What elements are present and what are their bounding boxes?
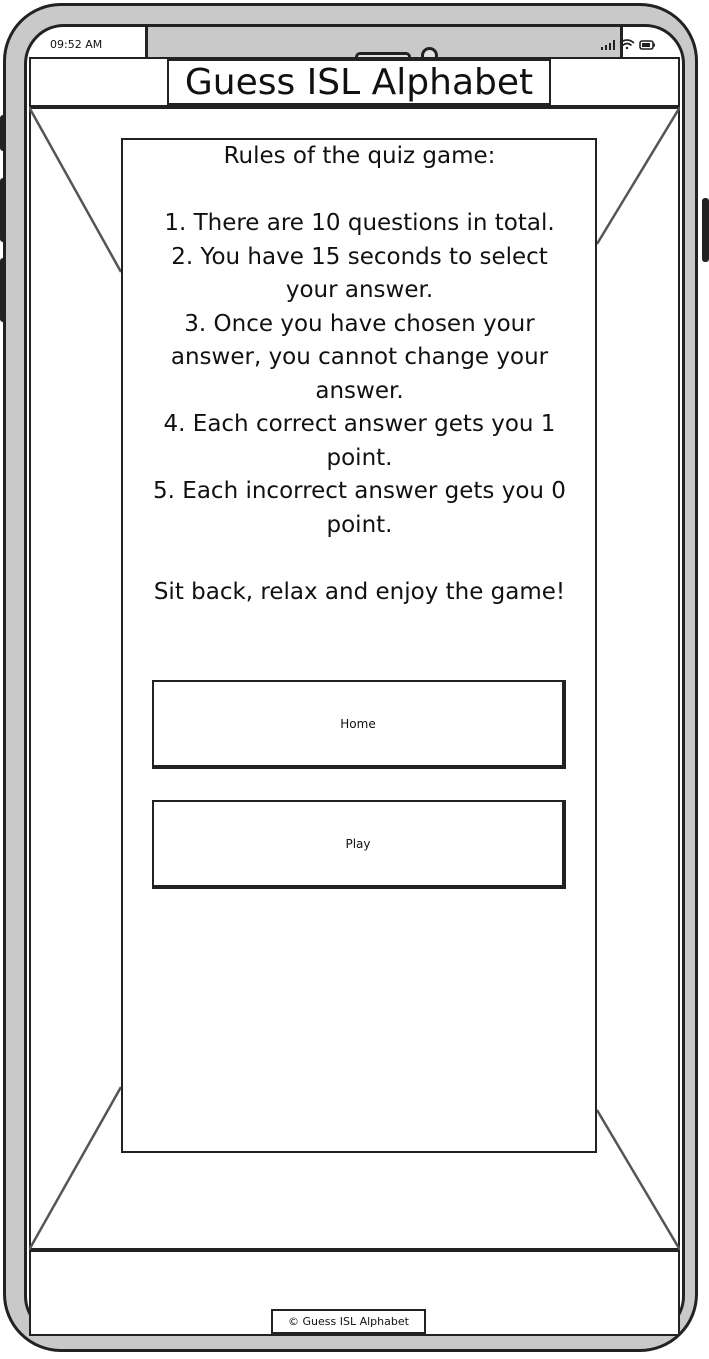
home-button[interactable]: [152, 680, 566, 769]
status-icons: [600, 36, 660, 52]
rule-line: 3. Once you have chosen your: [184, 310, 535, 337]
footer-copyright: © Guess ISL Alphabet: [271, 1309, 426, 1334]
home-button-label: Home: [340, 716, 376, 731]
rules-heading: Rules of the quiz game:: [223, 143, 496, 169]
page-title: Guess ISL Alphabet: [167, 59, 551, 105]
battery-icon: [640, 41, 655, 49]
rules-closing: Sit back, relax and enjoy the game!: [153, 578, 566, 605]
rules-content: [124, 140, 595, 609]
rule-line: answer.: [315, 377, 404, 404]
status-time: 09:52 AM: [50, 38, 103, 51]
rule-line: your answer.: [285, 277, 434, 303]
rule-line: 4. Each correct answer gets you 1: [163, 411, 556, 437]
rule-line: 5. Each incorrect answer gets you 0: [153, 478, 566, 504]
rule-line: answer, you cannot change your: [170, 344, 549, 370]
signal-icon: [601, 40, 615, 50]
play-button[interactable]: [152, 800, 566, 889]
rule-line: point.: [326, 511, 393, 538]
play-button-label: Play: [345, 836, 371, 851]
rule-line: 2. You have 15 seconds to select: [171, 243, 548, 270]
rule-line: 1. There are 10 questions in total.: [164, 210, 555, 236]
rule-line: point.: [326, 444, 393, 471]
wifi-icon: [620, 40, 634, 49]
power-button: [702, 198, 709, 262]
